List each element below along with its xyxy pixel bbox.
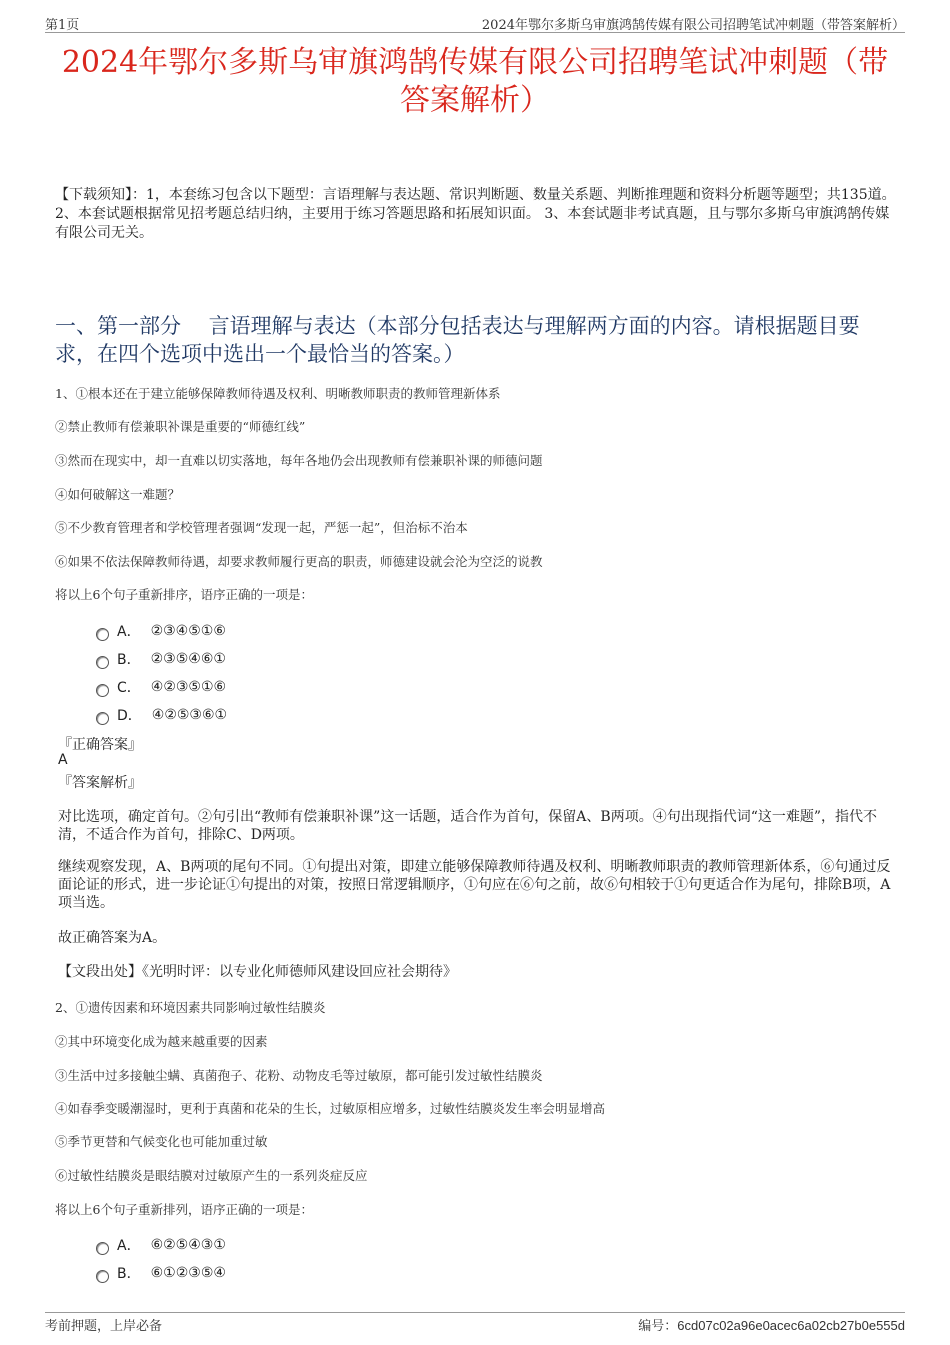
q2-line-4: ④如春季变暖潮湿时，更利于真菌和花朵的生长，过敏原相应增多，过敏性结膜炎发生率会明显增高	[55, 1101, 606, 1116]
q1-line-1: 1、①根本还在于建立能够保障教师待遇及权利、明晰教师职责的教师管理新体系	[55, 386, 501, 401]
footer-code	[638, 1315, 905, 1334]
footer-slogan: 考前押题，上岸必备	[45, 1319, 163, 1334]
q1-option-d[interactable]	[96, 705, 227, 725]
analysis-source: 【文段出处】《光明时评：以专业化师德师风建设回应社会期待》	[58, 964, 457, 980]
option-label: A．	[117, 1238, 141, 1254]
title-line-1: 2024年鄂尔多斯乌审旗鸿鹄传媒有限公司招聘笔试冲刺题（带	[61, 45, 889, 80]
option-text: ⑥①②③⑤④	[150, 1265, 226, 1281]
option-label: D．	[117, 708, 142, 724]
q2-line-3: ③生活中过多接触尘螨、真菌孢子、花粉、动物皮毛等过敏原，都可能引发过敏性结膜炎	[55, 1068, 543, 1083]
option-text: ④②⑤③⑥①	[151, 707, 228, 723]
code-value: 6cd07c02a96e0acec6a02cb27b0e555d	[677, 1318, 905, 1333]
option-label: C．	[117, 680, 141, 696]
radio-icon[interactable]	[96, 628, 109, 641]
q1-prompt: 将以上6个句子重新排序，语序正确的一项是：	[55, 587, 313, 602]
download-notice: 【下载须知】：1，本套练习包含以下题型：言语理解与表达题、常识判断题、数量关系题、判断推理题和资料分析题等题型；共135道。 2、本套试题根据常见招考题总结归纳，主要用于练习答题思路和拓展知识面。 3、本套试题非考试真题，且与鄂尔多斯乌审旗鸿鹄传媒有限公司无关。	[55, 187, 896, 241]
page-footer	[45, 1312, 905, 1337]
q2-line-2: ②其中环境变化成为越来越重要的因素	[55, 1034, 268, 1049]
analysis-paragraph-2: 继续观察发现，A、B两项的尾句不同。①句提出对策，即建立能够保障教师待遇及权利、明晰教师职责的教师管理新体系，⑥句通过反面论证的形式，进一步论证①句提出的对策，按照日常逻辑顺序，①句应在⑥句之前，故⑥句相较于①句更适合作为尾句，排除B项，A项当选。	[58, 859, 891, 911]
q2-prompt: 将以上6个句子重新排列，语序正确的一项是：	[55, 1202, 313, 1217]
answer-label: 『正确答案』	[58, 737, 142, 753]
option-label: A．	[117, 624, 141, 640]
q1-option-c[interactable]	[96, 677, 226, 697]
q1-line-5: ⑤不少教育管理者和学校管理者强调“发现一起，严惩一起”，但治标不治本	[55, 520, 468, 535]
q1-line-4: ④如何破解这一难题？	[55, 487, 181, 502]
answer-value: A	[58, 752, 68, 768]
analysis-conclusion: 故正确答案为A。	[58, 930, 167, 946]
analysis-label: 『答案解析』	[58, 775, 142, 791]
q2-option-a[interactable]	[96, 1235, 226, 1255]
title-line-2: 答案解析）	[400, 83, 550, 118]
q1-line-2: ②禁止教师有偿兼职补课是重要的“师德红线”	[55, 419, 306, 434]
page-number: 第1页	[45, 18, 80, 33]
q1-option-b[interactable]	[96, 649, 226, 669]
option-label: B．	[117, 1266, 141, 1282]
option-text: ②③⑤④⑥①	[150, 651, 226, 667]
option-label: B．	[117, 652, 141, 668]
radio-icon[interactable]	[96, 684, 109, 697]
q1-line-6: ⑥如果不依法保障教师待遇，却要求教师履行更高的职责，师德建设就会沦为空泛的说教	[55, 554, 543, 569]
page-header	[45, 12, 905, 33]
code-label: 编号：	[638, 1319, 678, 1334]
q2-option-b[interactable]	[96, 1263, 226, 1283]
radio-icon[interactable]	[96, 1242, 109, 1255]
q1-option-a[interactable]	[96, 621, 226, 641]
radio-icon[interactable]	[96, 656, 109, 669]
option-text: ④②③⑤①⑥	[150, 679, 227, 695]
section-title: 一、第一部分 言语理解与表达（本部分包括表达与理解两方面的内容。请根据题目要求，在四个选项中选出一个最恰当的答案。）	[55, 314, 860, 366]
header-doc-title: 2024年鄂尔多斯乌审旗鸿鹄传媒有限公司招聘笔试冲刺题（带答案解析）	[481, 18, 905, 33]
document-title	[40, 44, 910, 120]
option-text: ②③④⑤①⑥	[150, 623, 226, 639]
q2-line-1: 2、①遗传因素和环境因素共同影响过敏性结膜炎	[55, 1000, 326, 1015]
analysis-paragraph-1: 对比选项，确定首句。②句引出“教师有偿兼职补课”这一话题，适合作为首句，保留A、B两项。④句出现指代词“这一难题”，指代不清，不适合作为首句，排除C、D两项。	[58, 809, 878, 843]
q2-line-6: ⑥过敏性结膜炎是眼结膜对过敏原产生的一系列炎症反应	[55, 1168, 368, 1183]
radio-icon[interactable]	[96, 712, 109, 725]
radio-icon[interactable]	[96, 1270, 109, 1283]
option-text: ⑥②⑤④③①	[150, 1237, 226, 1253]
q1-line-3: ③然而在现实中，却一直难以切实落地，每年各地仍会出现教师有偿兼职补课的师德问题	[55, 453, 543, 468]
q2-line-5: ⑤季节更替和气候变化也可能加重过敏	[55, 1134, 268, 1149]
